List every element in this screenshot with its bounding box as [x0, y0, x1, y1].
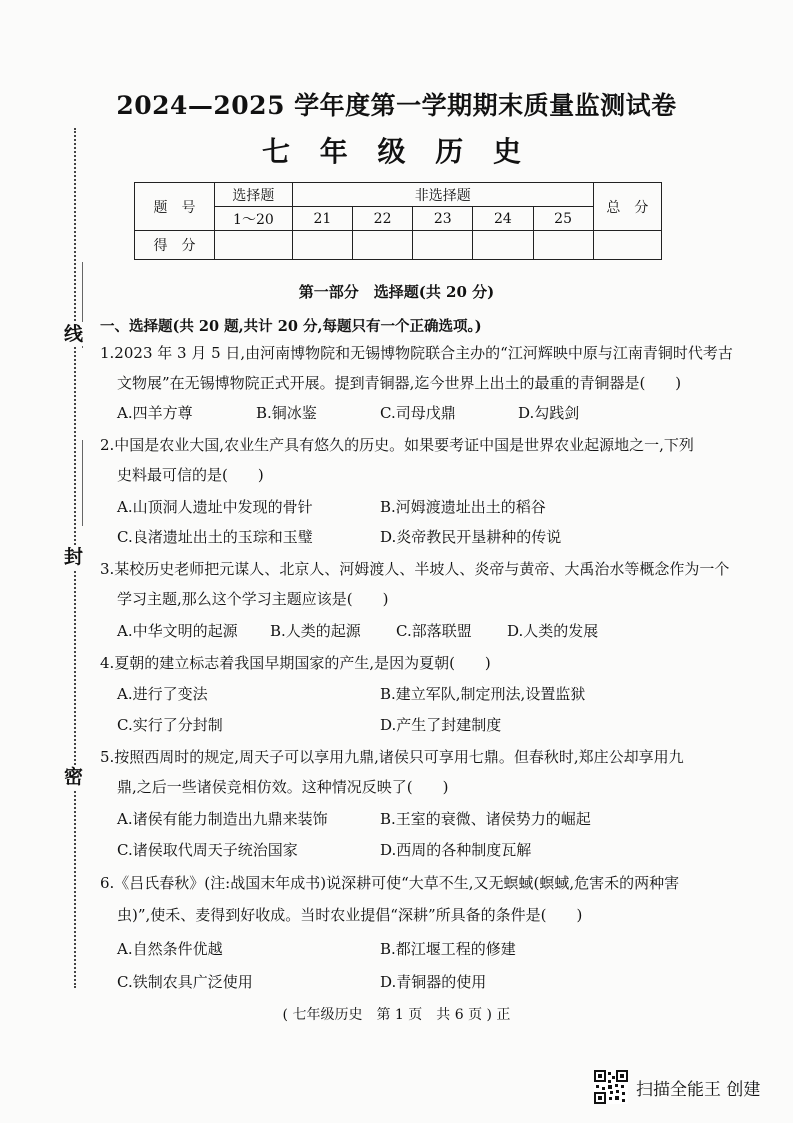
- question-6-option-a[interactable]: A.自然条件优越: [117, 940, 223, 958]
- question-1-option-a[interactable]: A.四羊方尊: [117, 404, 193, 422]
- question-1-stem: 1.2023 年 3 月 5 日,由河南博物院和无锡博物院联合主办的“江河辉映中原与江南青铜时代考古: [100, 344, 733, 362]
- question-2-stem: 史料最可信的是( ): [117, 466, 264, 484]
- question-4-option-b[interactable]: B.建立军队,制定刑法,设置监狱: [380, 685, 586, 703]
- question-1-option-c[interactable]: C.司母戊鼎: [380, 404, 456, 422]
- non-choice-header: 非选择题: [292, 183, 593, 207]
- question-4-option-a[interactable]: A.进行了变法: [117, 685, 208, 703]
- qr-code-icon: [594, 1070, 628, 1104]
- choice-range: 1～20: [214, 207, 292, 231]
- question-3-option-b[interactable]: B.人类的起源: [270, 622, 361, 640]
- binding-mark-line: 线: [64, 323, 84, 345]
- section-title: 一、选择题(共 20 题,共计 20 分,每题只有一个正确选项。): [100, 318, 482, 335]
- total-label: 总 分: [593, 183, 661, 231]
- question-1-option-b[interactable]: B.铜冰鉴: [256, 404, 317, 422]
- question-3-option-a[interactable]: A.中华文明的起源: [117, 622, 238, 640]
- binding-mark-secret: 密: [64, 766, 84, 788]
- question-3-option-c[interactable]: C.部落联盟: [396, 622, 472, 640]
- score-label: 得 分: [135, 231, 215, 260]
- question-5-option-a[interactable]: A.诸侯有能力制造出九鼎来装饰: [117, 810, 328, 828]
- question-number: 21: [292, 207, 352, 231]
- question-2-option-d[interactable]: D.炎帝教民开垦耕种的传说: [380, 528, 562, 546]
- question-1-option-d[interactable]: D.勾践剑: [518, 404, 580, 422]
- question-number-label: 题 号: [135, 183, 215, 231]
- question-6-stem: 6.《吕氏春秋》(注:战国末年成书)说深耕可使“大草不生,又无螟蜮(螟蜮,危害禾的两种害: [100, 874, 680, 892]
- subject-title: 七 年 级 历 史: [262, 135, 531, 168]
- question-3-stem: 3.某校历史老师把元谋人、北京人、河姆渡人、半坡人、炎帝与黄帝、大禹治水等概念作为一个: [100, 560, 730, 578]
- question-1-stem: 文物展”在无锡博物院正式开展。提到青铜器,迄今世界上出土的最重的青铜器是( ): [117, 374, 682, 392]
- question-5-option-d[interactable]: D.西周的各种制度瓦解: [380, 841, 532, 859]
- question-5-stem: 鼎,之后一些诸侯竞相仿效。这种情况反映了( ): [117, 778, 449, 796]
- score-cell[interactable]: [352, 231, 412, 260]
- score-cell[interactable]: [413, 231, 473, 260]
- question-5-option-c[interactable]: C.诸侯取代周天子统治国家: [117, 841, 298, 859]
- question-6-option-d[interactable]: D.青铜器的使用: [380, 973, 487, 991]
- binding-mark-seal: 封: [64, 546, 84, 568]
- question-2-stem: 2.中国是农业大国,农业生产具有悠久的历史。如果要考证中国是世界农业起源地之一,下列: [100, 436, 694, 454]
- score-cell[interactable]: [214, 231, 292, 260]
- question-5-option-b[interactable]: B.王室的衰微、诸侯势力的崛起: [380, 810, 591, 828]
- question-2-option-a[interactable]: A.山顶洞人遗址中发现的骨针: [117, 498, 313, 516]
- choice-header: 选择题: [214, 183, 292, 207]
- exam-title: 2024—2025 学年度第一学期期末质量监测试卷: [116, 91, 677, 120]
- score-cell[interactable]: [292, 231, 352, 260]
- question-5-stem: 5.按照西周时的规定,周天子可以享用九鼎,诸侯只可享用七鼎。但春秋时,郑庄公却享用九: [100, 748, 684, 766]
- binding-bracket: [82, 440, 86, 526]
- question-4-option-c[interactable]: C.实行了分封制: [117, 716, 223, 734]
- question-number: 24: [473, 207, 533, 231]
- page-footer: ( 七年级历史 第 1 页 共 6 页 ) 正: [282, 1007, 511, 1023]
- question-6-option-c[interactable]: C.铁制农具广泛使用: [117, 973, 253, 991]
- score-table: [134, 182, 662, 260]
- part-title: 第一部分 选择题(共 20 分): [298, 283, 495, 301]
- question-3-stem: 学习主题,那么这个学习主题应该是( ): [117, 590, 389, 608]
- scanner-watermark: [594, 1070, 760, 1104]
- scanner-text: 扫描全能王 创建: [636, 1079, 761, 1100]
- question-4-stem: 4.夏朝的建立标志着我国早期国家的产生,是因为夏朝( ): [100, 654, 491, 672]
- question-number: 23: [413, 207, 473, 231]
- score-cell[interactable]: [533, 231, 593, 260]
- question-4-option-d[interactable]: D.产生了封建制度: [380, 716, 502, 734]
- question-3-option-d[interactable]: D.人类的发展: [507, 622, 599, 640]
- score-cell[interactable]: [473, 231, 533, 260]
- question-number: 22: [352, 207, 412, 231]
- question-number: 25: [533, 207, 593, 231]
- score-cell[interactable]: [593, 231, 661, 260]
- question-2-option-b[interactable]: B.河姆渡遗址出土的稻谷: [380, 498, 546, 516]
- question-2-option-c[interactable]: C.良渚遗址出土的玉琮和玉璧: [117, 528, 313, 546]
- question-6-option-b[interactable]: B.都江堰工程的修建: [380, 940, 516, 958]
- question-6-stem: 虫)”,使禾、麦得到好收成。当时农业提倡“深耕”所具备的条件是( ): [117, 906, 583, 924]
